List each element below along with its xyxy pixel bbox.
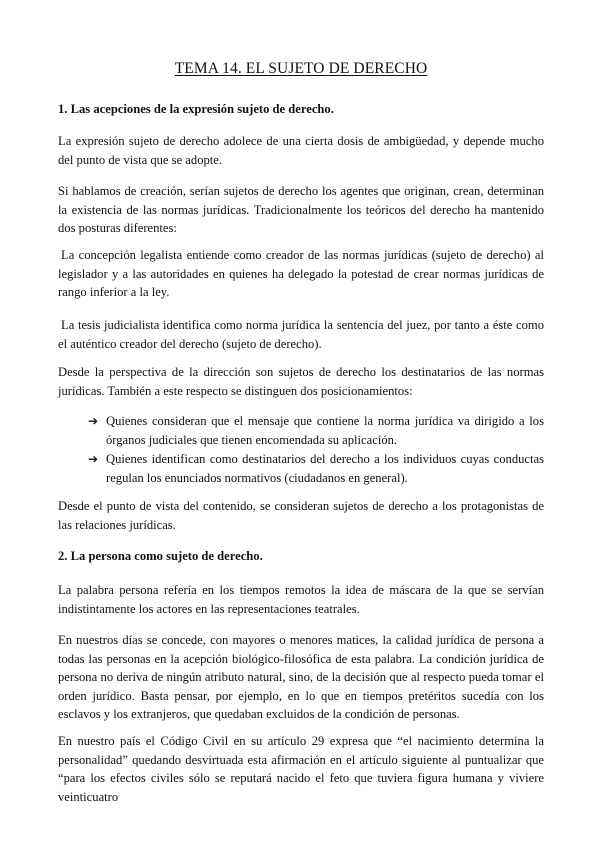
paragraph-2: Si hablamos de creación, serían sujetos de derecho los agentes que originan, crean, determinan la existencia de las normas jurídicas. Tradicionalmente los teóricos del derecho ha mantenido dos posturas diferentes:: [58, 184, 544, 235]
paragraph-4: La tesis judicialista identifica como norma jurídica la sentencia del juez, por tanto a éste como el auténtico creador del derecho (sujeto de derecho).: [58, 318, 544, 351]
paragraph-5: Desde la perspectiva de la dirección son sujetos de derecho los destinatarios de las normas jurídicas. También a este respecto se distinguen dos posicionamientos:: [58, 365, 544, 398]
list-item: [88, 412, 544, 449]
paragraph-9: En nuestro país el Código Civil en su artículo 29 expresa que “el nacimiento determina la personalidad” quedando desvirtuada esta afirmación en el artículo siguiente al puntualizar que “para los efectos civiles sólo se reputará nacido el feto que tuviera figura humana y viviere veinticuatro: [58, 734, 544, 804]
paragraph-6: Desde el punto de vista del contenido, se consideran sujetos de derecho a los protagonistas de las relaciones jurídicas.: [58, 499, 544, 532]
bullet-list: [88, 412, 544, 488]
list-item-text: Quienes identifican como destinatarios del derecho a los individuos cuyas conductas regulan los enunciados normativos (ciudadanos en general).: [106, 452, 544, 485]
list-item-text: Quienes consideran que el mensaje que contiene la norma jurídica va dirigido a los órganos judiciales que tienen encomendada su aplicación.: [106, 414, 544, 447]
paragraph-3: La concepción legalista entiende como creador de las normas jurídicas (sujeto de derecho) al legislador y a las autoridades en quienes ha delegado la potestad de crear normas jurídicas de rango inferior a la ley.: [58, 248, 544, 299]
list-item: [88, 450, 544, 487]
paragraph-1: La expresión sujeto de derecho adolece de una cierta dosis de ambigüedad, y depende mucho del punto de vista que se adopte.: [58, 134, 544, 167]
arrow-right-icon: ➔: [88, 414, 99, 428]
arrow-right-icon: ➔: [88, 452, 99, 466]
section-2-heading: 2. La persona como sujeto de derecho.: [58, 549, 263, 563]
paragraph-8: En nuestros días se concede, con mayores o menores matices, la calidad jurídica de persona a todas las personas en la acepción biológico-filosófica de esta palabra. La condición jurídica de persona no deriva de ningún atributo natural, sino, de la decisión que al respecto pueda tomar el orden jurídico. Basta pensar, por ejemplo, en lo que en tiempos pretéritos sucedía con los esclavos y los extranjeros, que quedaban excluidos de la condición de personas.: [58, 633, 544, 721]
paragraph-7: La palabra persona refería en los tiempos remotos la idea de máscara de la que se servían indistintamente los actores en las representaciones teatrales.: [58, 583, 544, 616]
section-1-heading: 1. Las acepciones de la expresión sujeto de derecho.: [58, 102, 334, 116]
document-title: TEMA 14. EL SUJETO DE DERECHO: [174, 60, 428, 77]
